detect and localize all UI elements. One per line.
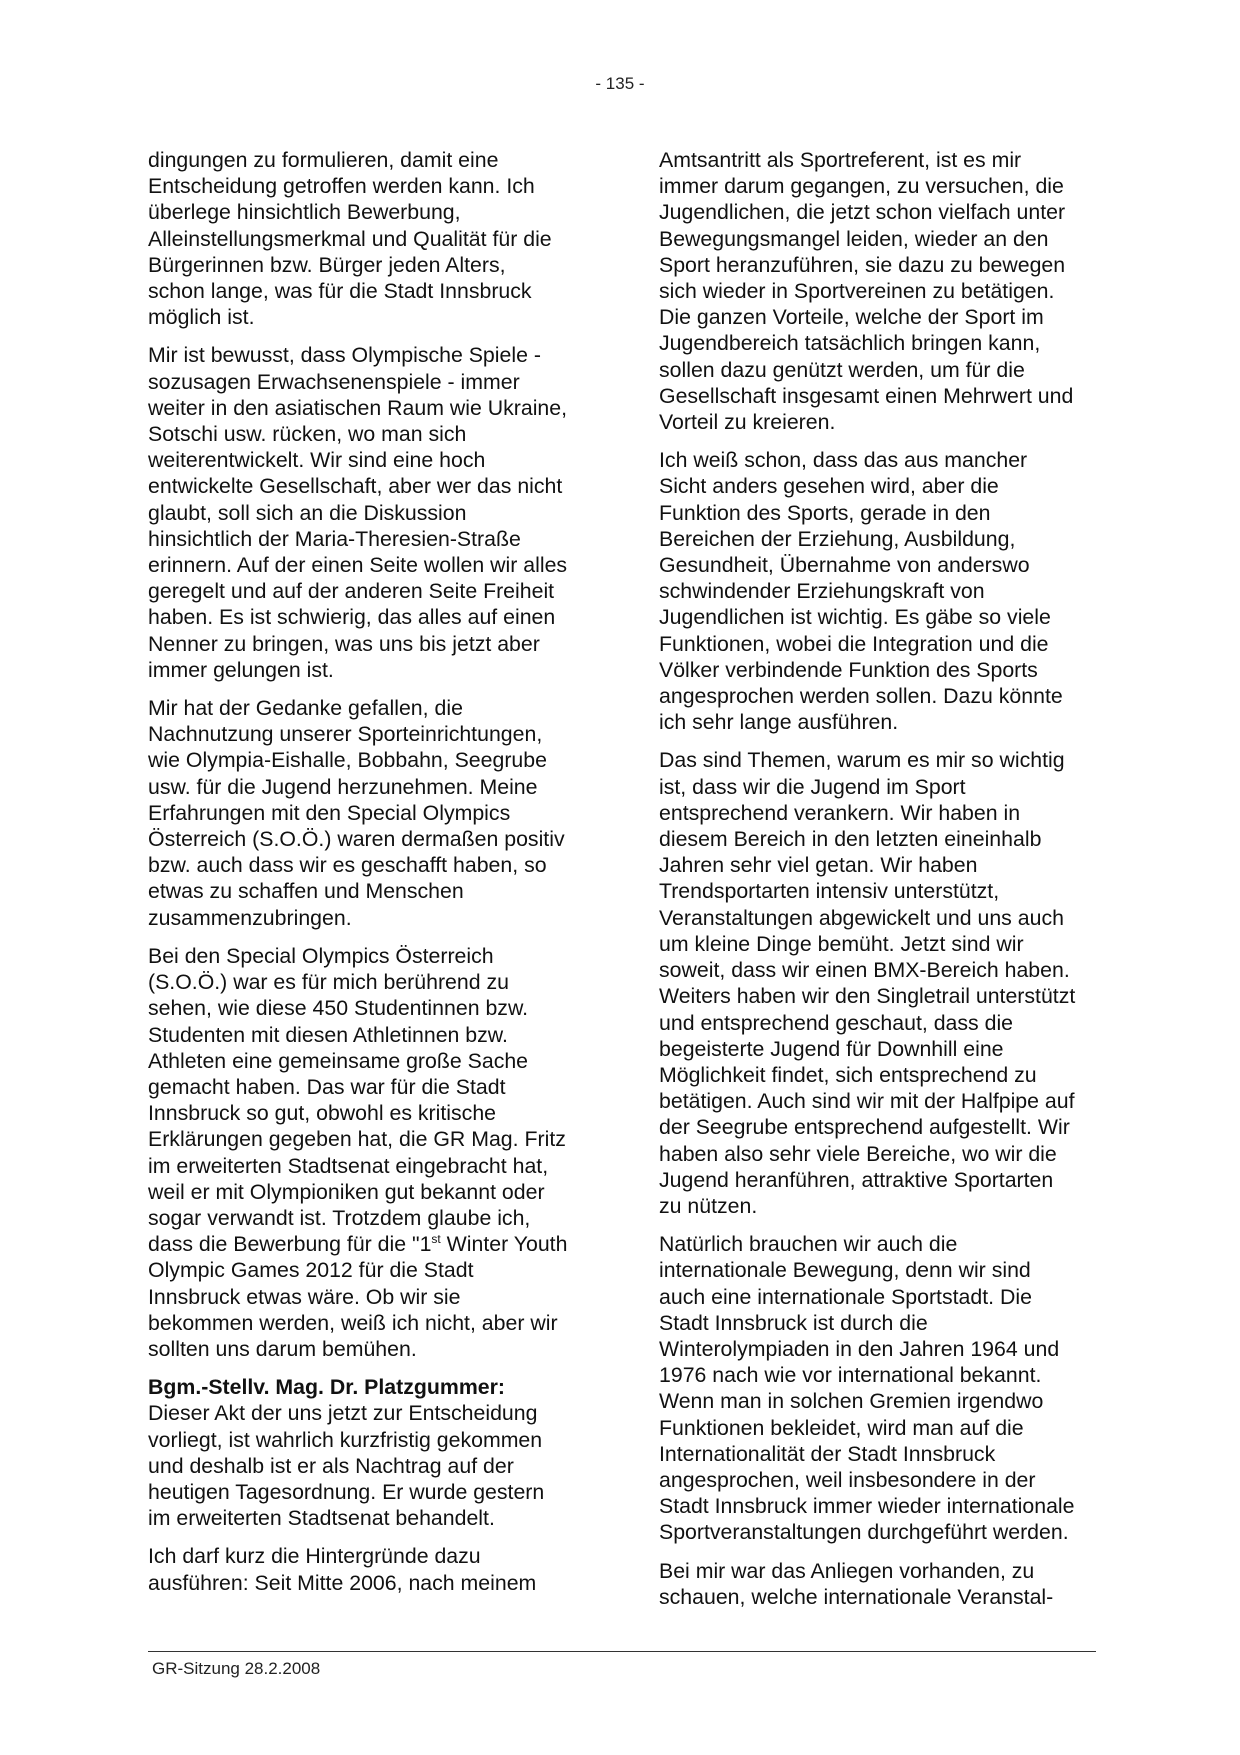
speaker-name: Bgm.-Stellv. Mag. Dr. Platzgummer: bbox=[148, 1375, 505, 1400]
paragraph: Ich weiß schon, dass das aus mancher Sicht anders gesehen wird, aber die Funktion des Sports, gerade in den Bereichen der Erziehung, Ausbildung, Gesundheit, Übernahme von anderswo schwindender Erziehungskraft von Jugendlichen ist wichtig. Es gäbe so viele Funktionen, wobei die Integration und die Völker verbindende Funktion des Sports angesprochen werden sollen. Dazu könnte ich sehr lange ausführen. bbox=[659, 448, 1063, 735]
paragraph bbox=[148, 1374, 568, 1531]
paragraph: Natürlich brauchen wir auch die internationale Bewegung, denn wir sind auch eine internationale Sportstadt. Die Stadt Innsbruck ist durch die Winterolympiaden in den Jahren 1964 und 1976 nach wie vor international bekannt. Wenn man in solchen Gremien irgendwo Funktionen bekleidet, wird man auf die Internationalität der Stadt Innsbruck angesprochen, weil insbesondere in der Stadt Innsbruck immer wieder internationale Sportveranstaltungen durchgeführt werden. bbox=[659, 1232, 1075, 1545]
page-number: - 135 - bbox=[595, 74, 645, 93]
paragraph: Amtsantritt als Sportreferent, ist es mir immer darum gegangen, zu versuchen, die Jugendlichen, die jetzt schon vielfach unter Bewegungsmangel leiden, wieder an den Sport heranzuführen, sie dazu zu bewegen sich wieder in Sportvereinen zu betätigen. Die ganzen Vorteile, welche der Sport im Jugendbereich tatsächlich bringen kann, sollen dazu genützt werden, um für die Gesellschaft insgesamt einen Mehrwert und Vorteil zu kreieren. bbox=[659, 148, 1074, 435]
left-column bbox=[148, 147, 568, 1608]
paragraph: Das sind Themen, warum es mir so wichtig ist, dass wir die Jugend im Sport entsprechend verankern. Wir haben in diesem Bereich in den letzten eineinhalb Jahren sehr viel getan. Wir haben Trendsportarten intensiv unterstützt, Veranstaltungen abgewickelt und uns auch um kleine Dinge bemüht. Jetzt sind wir soweit, dass wir einen BMX-Bereich haben. Weiters haben wir den Singletrail unterstützt und entsprechend geschaut, dass die begeisterte Jugend für Downhill eine Möglichkeit findet, sich entsprechend zu betätigen. Auch sind wir mit der Halfpipe auf der Seegrube entsprechend aufgestellt. Wir haben also sehr viele Bereiche, wo wir die Jugend heranführen, attraktive Sportarten zu nützen. bbox=[659, 748, 1076, 1218]
paragraph: Ich darf kurz die Hintergründe dazu ausführen: Seit Mitte 2006, nach meinem bbox=[148, 1544, 537, 1595]
paragraph-text: Bei den Special Olympics Österreich (S.O.Ö.) war es für mich berührend zu sehen, wie diese 450 Studentinnen bzw. Studenten mit diesen Athletinnen bzw. Athleten eine gemeinsame große Sache gemacht haben. Das war für die Stadt Innsbruck so gut, obwohl es kritische Erklärungen gegeben hat, die GR Mag. Fritz im erweiterten Stadtsenat eingebracht hat, weil er mit Olympioniken gut bekannt oder sogar verwandt ist. Trotzdem glaube ich, dass die Bewerbung für die "1 bbox=[148, 943, 566, 1257]
paragraph: Bei mir war das Anliegen vorhanden, zu schauen, welche internationale Veranstal- bbox=[659, 1558, 1054, 1609]
footer-divider bbox=[148, 1651, 1096, 1652]
right-column bbox=[659, 147, 1079, 1622]
paragraph: Mir ist bewusst, dass Olympische Spiele - sozusagen Erwachsenenspiele - immer weiter in den asiatischen Raum wie Ukraine, Sotschi usw. rücken, wo man sich weiterentwickelt. Wir sind eine hoch entwickelte Gesellschaft, aber wer das nicht glaubt, soll sich an die Diskussion hinsichtlich der Maria-Theresien-Straße erinnern. Auf der einen Seite wollen wir alles geregelt und auf der anderen Seite Freiheit haben. Es ist schwierig, das alles auf einen Nenner zu bringen, was uns bis jetzt aber immer gelungen ist. bbox=[148, 343, 568, 682]
paragraph: dingungen zu formulieren, damit eine Entscheidung getroffen werden kann. Ich überlege hinsichtlich Bewerbung, Alleinstellungsmerkmal und Qualität für die Bürgerinnen bzw. Bürger jeden Alters, schon lange, was für die Stadt Innsbruck möglich ist. bbox=[148, 148, 552, 330]
paragraph-text: Winter Youth Olympic Games 2012 für die Stadt Innsbruck etwas wäre. Ob wir sie bekommen werden, weiß ich nicht, aber wir sollten uns darum bemühen. bbox=[148, 1232, 568, 1361]
paragraph bbox=[148, 943, 568, 1362]
paragraph-text: Dieser Akt der uns jetzt zur Entscheidung vorliegt, ist wahrlich kurzfristig gekommen und deshalb ist er als Nachtrag auf der heutigen Tagesordnung. Er wurde gestern im erweiterten Stadtsenat behandelt. bbox=[148, 1401, 545, 1531]
superscript: st bbox=[431, 1232, 441, 1247]
footer-text: GR-Sitzung 28.2.2008 bbox=[152, 1659, 321, 1678]
paragraph: Mir hat der Gedanke gefallen, die Nachnutzung unserer Sporteinrichtungen, wie Olympia-Eishalle, Bobbahn, Seegrube usw. für die Jugend herzunehmen. Meine Erfahrungen mit den Special Olympics Österreich (S.O.Ö.) waren dermaßen positiv bzw. auch dass wir es geschafft haben, so etwas zu schaffen und Menschen zusammenzubringen. bbox=[148, 696, 565, 930]
